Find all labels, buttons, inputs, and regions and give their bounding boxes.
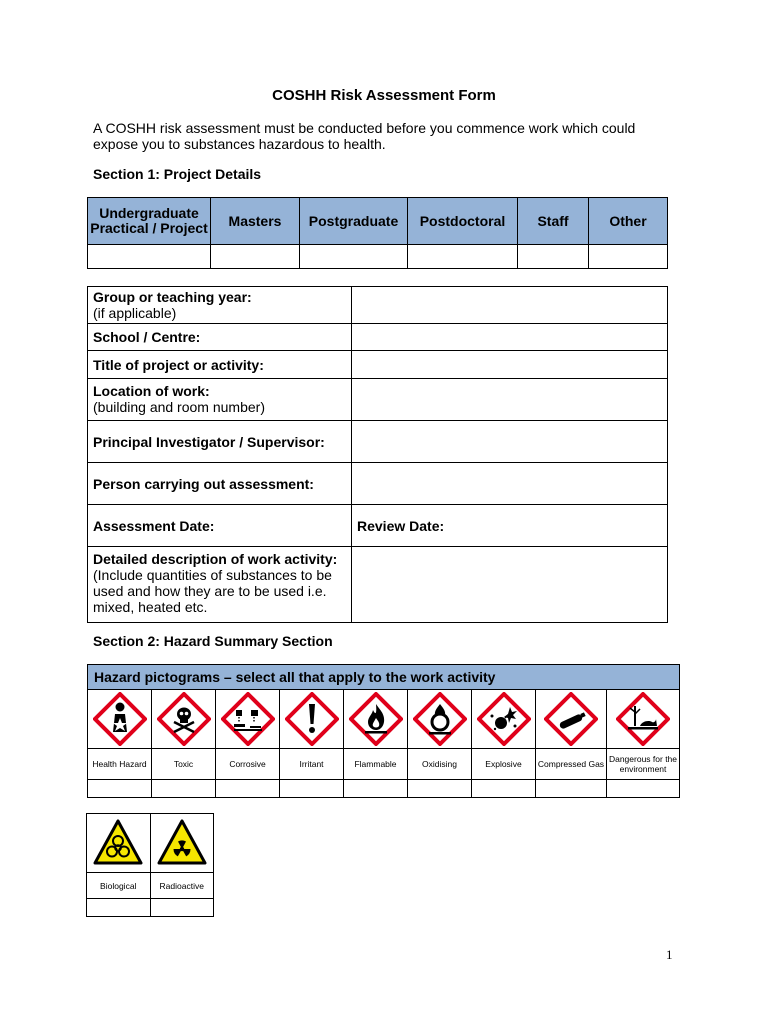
location-label: Location of work: (93, 383, 210, 399)
explosive-label: Explosive (472, 749, 536, 780)
radioactive-label: Radioactive (150, 873, 214, 899)
explosive-pictogram-cell (472, 690, 536, 749)
column-masters: Masters (211, 198, 300, 245)
column-postdoctoral: Postdoctoral (408, 198, 518, 245)
review-date-label[interactable]: Review Date: (352, 505, 668, 547)
project-title-input-cell[interactable] (352, 351, 668, 379)
hazard-table-header: Hazard pictograms – select all that apply to the work activity (88, 665, 680, 690)
exclamation-mark-icon (285, 692, 339, 746)
masters-checkbox-cell[interactable] (211, 245, 300, 269)
corrosion-icon (221, 692, 275, 746)
explosive-select-cell[interactable] (472, 780, 536, 798)
flame-icon (349, 692, 403, 746)
description-label-cell (88, 547, 352, 623)
page-title: COSHH Risk Assessment Form (272, 87, 496, 104)
school-input-cell[interactable] (352, 324, 668, 351)
irritant-pictogram-cell (280, 690, 344, 749)
radioactive-select-cell[interactable] (150, 899, 214, 917)
corrosive-pictogram-cell (216, 690, 280, 749)
assessment-date-label[interactable]: Assessment Date: (88, 505, 352, 547)
group-label-cell (88, 287, 352, 324)
toxic-select-cell[interactable] (152, 780, 216, 798)
column-postgraduate: Postgraduate (300, 198, 408, 245)
health-hazard-icon (93, 692, 147, 746)
hazard-pictogram-table (87, 664, 680, 798)
pi-label: Principal Investigator / Supervisor: (88, 421, 352, 463)
irritant-label: Irritant (280, 749, 344, 780)
biological-pictogram-cell (87, 814, 151, 873)
compressed-gas-label: Compressed Gas (536, 749, 607, 780)
other-checkbox-cell[interactable] (589, 245, 668, 269)
toxic-pictogram-cell (152, 690, 216, 749)
biological-label: Biological (87, 873, 151, 899)
compressed-gas-pictogram-cell (536, 690, 607, 749)
location-label-cell (88, 379, 352, 421)
extra-pictogram-table (86, 813, 214, 917)
column-undergraduate: Undergraduate Practical / Project (88, 198, 211, 245)
biological-select-cell[interactable] (87, 899, 151, 917)
group-input-cell[interactable] (352, 287, 668, 324)
health-hazard-label: Health Hazard (88, 749, 152, 780)
assessor-label: Person carrying out assessment: (88, 463, 352, 505)
environment-pictogram-cell (607, 690, 680, 749)
gas-cylinder-icon (544, 692, 598, 746)
section-1-heading: Section 1: Project Details (93, 166, 262, 182)
environment-icon (616, 692, 670, 746)
description-label: Detailed description of work activity: (93, 551, 338, 567)
radioactive-icon (156, 818, 208, 868)
radioactive-pictogram-cell (150, 814, 214, 873)
environment-select-cell[interactable] (607, 780, 680, 798)
postdoctoral-checkbox-cell[interactable] (408, 245, 518, 269)
group-label: Group or teaching year: (93, 289, 252, 305)
flame-over-circle-icon (413, 692, 467, 746)
intro-text: A COSHH risk assessment must be conducted before you commence work which could expose you to substances hazardous to health. (93, 120, 636, 152)
column-other: Other (589, 198, 668, 245)
health-hazard-pictogram-cell (88, 690, 152, 749)
flammable-pictogram-cell (344, 690, 408, 749)
oxidising-select-cell[interactable] (408, 780, 472, 798)
project-type-table (87, 197, 668, 269)
column-staff: Staff (518, 198, 589, 245)
staff-checkbox-cell[interactable] (518, 245, 589, 269)
project-details-table (87, 286, 668, 623)
postgraduate-checkbox-cell[interactable] (300, 245, 408, 269)
group-note: (if applicable) (93, 305, 177, 321)
location-input-cell[interactable] (352, 379, 668, 421)
corrosive-select-cell[interactable] (216, 780, 280, 798)
exploding-bomb-icon (477, 692, 531, 746)
project-title-label: Title of project or activity: (88, 351, 352, 379)
flammable-label: Flammable (344, 749, 408, 780)
description-input-cell[interactable] (352, 547, 668, 623)
compressed-gas-select-cell[interactable] (536, 780, 607, 798)
pi-input-cell[interactable] (352, 421, 668, 463)
flammable-select-cell[interactable] (344, 780, 408, 798)
oxidising-label: Oxidising (408, 749, 472, 780)
description-note: (Include quantities of substances to be used and how they are to be used i.e. mixed, heated etc. (93, 567, 332, 615)
undergraduate-checkbox-cell[interactable] (88, 245, 211, 269)
location-note: (building and room number) (93, 399, 265, 415)
biohazard-icon (92, 818, 144, 868)
oxidising-pictogram-cell (408, 690, 472, 749)
section-2-heading: Section 2: Hazard Summary Section (93, 633, 333, 649)
health-hazard-select-cell[interactable] (88, 780, 152, 798)
irritant-select-cell[interactable] (280, 780, 344, 798)
toxic-label: Toxic (152, 749, 216, 780)
school-label: School / Centre: (88, 324, 352, 351)
page-number: 1 (666, 947, 673, 962)
assessor-input-cell[interactable] (352, 463, 668, 505)
environment-label: Dangerous for the environment (607, 749, 680, 780)
corrosive-label: Corrosive (216, 749, 280, 780)
skull-crossbones-icon (157, 692, 211, 746)
